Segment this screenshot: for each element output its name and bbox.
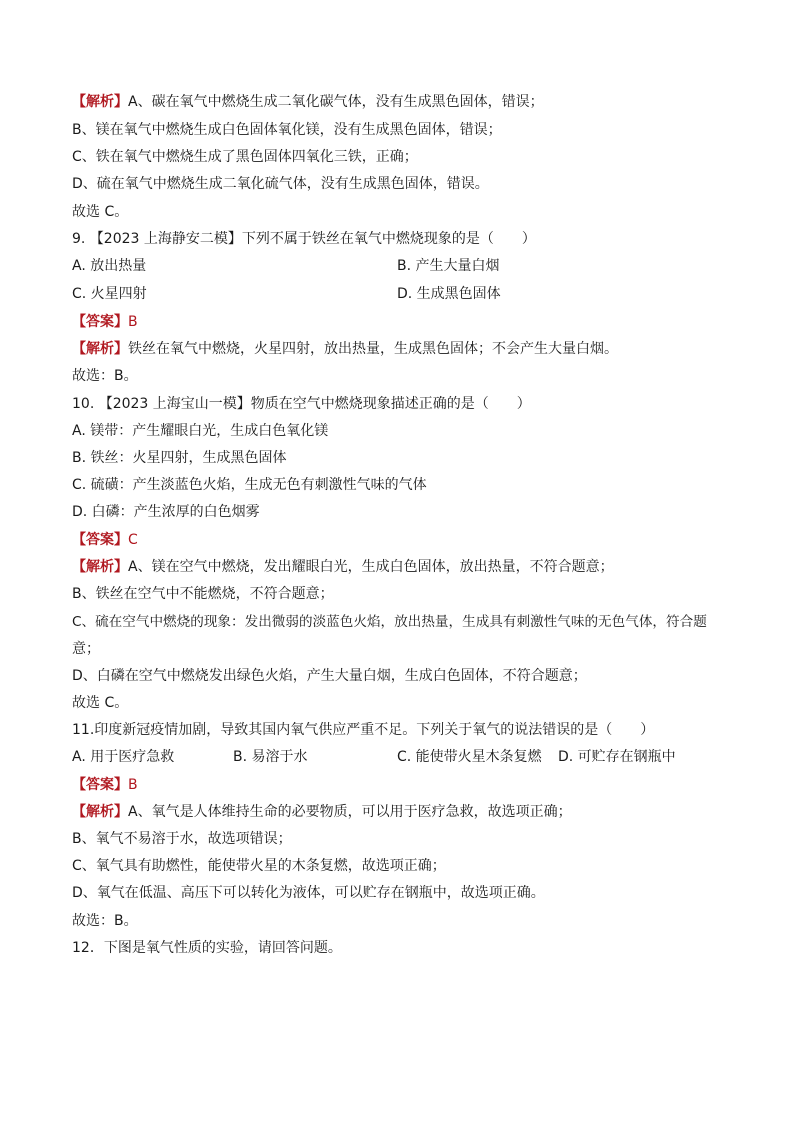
q11-answer: B — [128, 777, 138, 793]
q8-analysis-c: C、铁在氧气中燃烧生成了黑色固体四氧化三铁，正确； — [72, 149, 418, 165]
q10-answer-line — [72, 530, 732, 550]
q11-analysis-d: D、氧气在低温、高压下可以转化为液体，可以贮存在钢瓶中，故选项正确。 — [72, 885, 545, 901]
q12-stem: 12．下图是氧气性质的实验，请回答问题。 — [72, 940, 342, 956]
q11-stem: 11.印度新冠疫情加剧，导致其国内氧气供应严重不足。下列关于氧气的说法错误的是（ ） — [72, 722, 655, 738]
q10-analysis-a — [72, 557, 732, 577]
q9-option-c: C. 火星四射 — [72, 286, 147, 302]
q10-conclusion: 故选 C。 — [72, 695, 129, 711]
analysis-tag: 【解析】 — [72, 804, 128, 820]
q8-analysis-a-text: A、碳在氧气中燃烧生成二氧化碳气体，没有生成黑色固体，错误； — [128, 94, 544, 110]
q11-option-c: C. 能使带火星木条复燃 — [397, 749, 542, 765]
q9-option-a: A. 放出热量 — [72, 258, 147, 274]
q11-option-a: A. 用于医疗急救 — [72, 749, 175, 765]
analysis-tag: 【解析】 — [72, 94, 128, 110]
q9-option-b: B. 产生大量白烟 — [397, 258, 500, 274]
q10-analysis-b: B、铁丝在空气中不能燃烧，不符合题意； — [72, 586, 334, 602]
q8-analysis-b: B、镁在氧气中燃烧生成白色固体氧化镁，没有生成黑色固体，错误； — [72, 122, 502, 138]
analysis-tag: 【解析】 — [72, 341, 128, 357]
q8-analysis-d: D、硫在氧气中燃烧生成二氧化硫气体，没有生成黑色固体，错误。 — [72, 176, 489, 192]
q9-stem: 9. 【2023 上海静安二模】下列不属于铁丝在氧气中燃烧现象的是（ ） — [72, 231, 536, 247]
q9-option-d: D. 生成黑色固体 — [397, 286, 501, 302]
q10-analysis-a-text: A、镁在空气中燃烧，发出耀眼白光，生成白色固体，放出热量，不符合题意； — [128, 559, 614, 575]
q10-stem: 10. 【2023 上海宝山一模】物质在空气中燃烧现象描述正确的是（ ） — [72, 396, 531, 412]
q10-option-b: B. 铁丝：火星四射，生成黑色固体 — [72, 450, 287, 466]
q10-option-c: C. 硫磺：产生淡蓝色火焰，生成无色有刺激性气味的气体 — [72, 477, 427, 493]
q11-option-b: B. 易溶于水 — [233, 749, 308, 765]
q11-analysis-c: C、氧气具有助燃性，能使带火星的木条复燃，故选项正确； — [72, 858, 446, 874]
q9-analysis: 铁丝在氧气中燃烧，火星四射，放出热量，生成黑色固体；不会产生大量白烟。 — [128, 341, 618, 357]
analysis-tag: 【解析】 — [72, 559, 128, 575]
q9-answer: B — [128, 314, 138, 330]
q10-analysis-c2: 意； — [72, 641, 100, 657]
q11-analysis-a-text: A、氧气是人体维持生命的必要物质，可以用于医疗急救，故选项正确； — [128, 804, 572, 820]
q10-option-a: A. 镁带：产生耀眼白光，生成白色氧化镁 — [72, 423, 329, 439]
q10-option-d: D. 白磷：产生浓厚的白色烟雾 — [72, 504, 260, 520]
q10-analysis-d: D、白磷在空气中燃烧发出绿色火焰，产生大量白烟，生成白色固体，不符合题意； — [72, 668, 587, 684]
q9-analysis-line — [72, 339, 732, 359]
q11-option-d: D. 可贮存在钢瓶中 — [558, 749, 676, 765]
q10-analysis-c1: C、硫在空气中燃烧的现象：发出微弱的淡蓝色火焰，放出热量，生成具有刺激性气味的无色气体，符合题 — [72, 614, 707, 630]
q11-answer-line — [72, 775, 732, 795]
answer-tag: 【答案】 — [72, 777, 128, 793]
answer-tag: 【答案】 — [72, 532, 128, 548]
q8-analysis-a — [72, 92, 732, 112]
q11-analysis-a — [72, 802, 732, 822]
q9-answer-line — [72, 312, 732, 332]
q11-analysis-b: B、氧气不易溶于水，故选项错误； — [72, 831, 292, 847]
answer-tag: 【答案】 — [72, 314, 128, 330]
q10-answer: C — [128, 532, 138, 548]
q8-conclusion: 故选 C。 — [72, 204, 129, 220]
q9-conclusion: 故选：B。 — [72, 368, 138, 384]
q11-conclusion: 故选：B。 — [72, 913, 138, 929]
